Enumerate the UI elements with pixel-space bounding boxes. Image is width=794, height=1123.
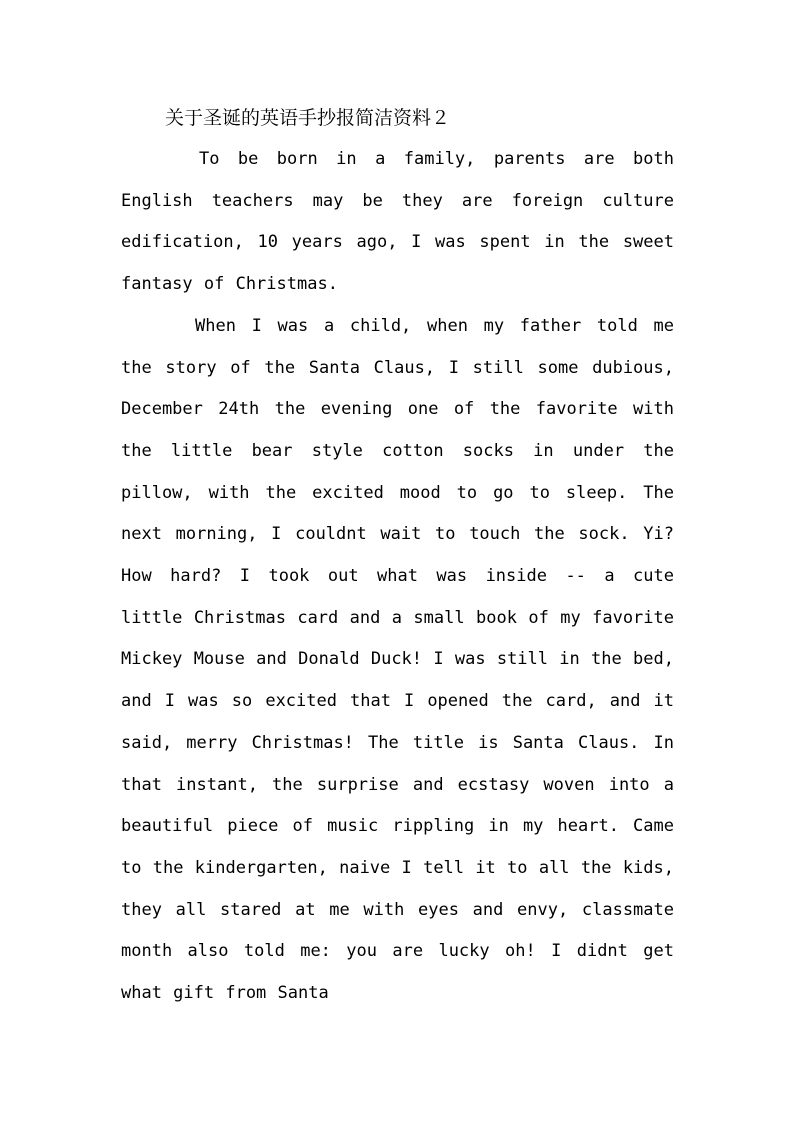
paragraph-1: To be born in a family, parents are both English teachers may be they are foreign culture edification, 10 years ago, I was spent in the sweet fantasy of Christmas. [121,149,674,295]
document-title: 关于圣诞的英语手抄报简洁资料２ [165,107,451,129]
paragraph-2: When I was a child, when my father told me the story of the Santa Claus, I still some dubious, December 24th the evening one of the favorite with the little bear style cotton socks in under the pillow, with the excited mood to go to sleep. The next morning, I couldnt wait to touch the sock. Yi? How hard? I took out what was inside -- a cute little Christmas card and a small book of my favorite Mickey Mouse and Donald Duck! I was still in the bed, and I was so excited that I opened the card, and it said, merry Christmas! The title is Santa Claus. In that instant, the surprise and ecstasy woven into a beautiful piece of music rippling in my heart. Came to the kindergarten, naive I tell it to all the kids, they all stared at me with eyes and envy, classmate month also told me: you are lucky oh! I didnt get what gift from Santa [121,315,674,1004]
document-body [121,139,674,1015]
